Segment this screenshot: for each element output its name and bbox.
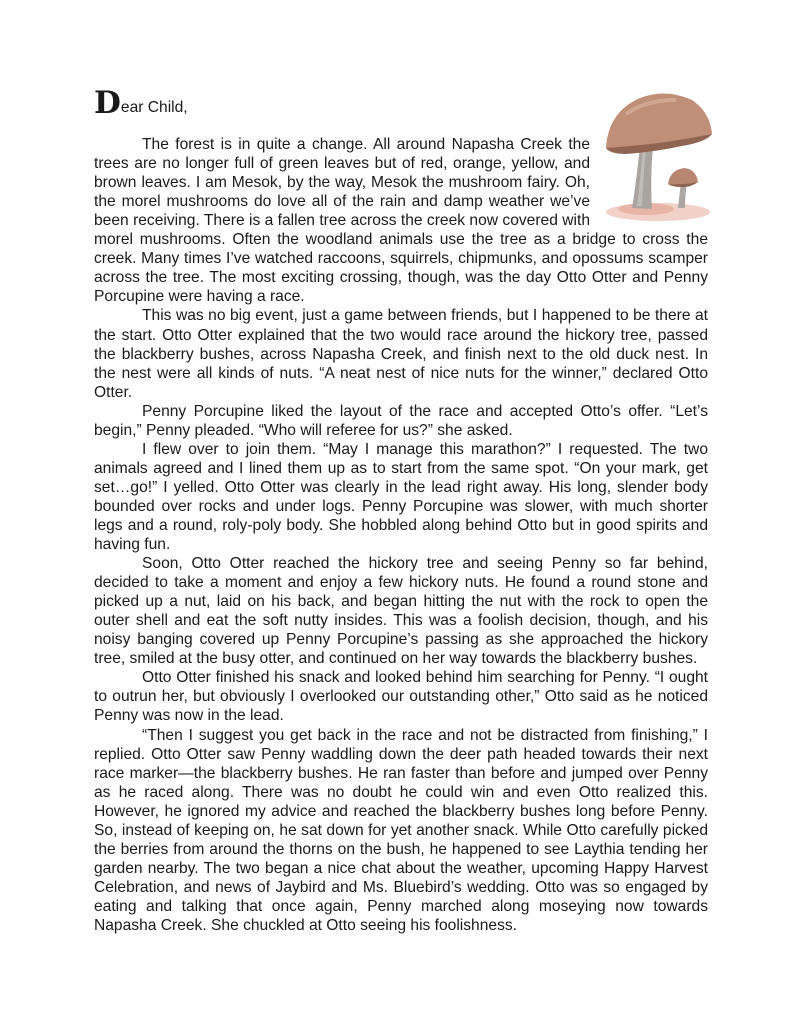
salutation-text: ear Child, (120, 99, 188, 116)
paragraph-4: I flew over to join them. “May I manage this marathon?” I requested. The two animals agreed and I lined them up as to start from the same spot. “On your mark, get set…go!” I yelled. Otto Otter was clearly in the lead right away. His long, slender body bounded over rocks and under logs. Penny Porcupine was slower, with much shorter legs and a round, roly-poly body. She hobbled along behind Otto but in good spirits and having fun. (94, 440, 708, 554)
letter-body (94, 85, 708, 935)
paragraph-7: “Then I suggest you get back in the race and not be distracted from finishing,” I replied. Otto Otter saw Penny waddling down the deer path headed towards their next race marker—the blackberry bushes. He ran faster than before and jumped over Penny as he raced along. There was no doubt he could win and even Otto realized this. However, he ignored my advice and reached the blackberry bushes long before Penny. So, instead of keeping on, he sat down for yet another snack. While Otto carefully picked the berries from around the thorns on the bush, he happened to see Laythia tending her garden nearby. The two began a nice chat about the weather, upcoming Happy Harvest Celebration, and news of Jaybird and Ms. Bluebird’s wedding. Otto was so engaged by eating and talking that once again, Penny marched along moseying now towards Napasha Creek. She chuckled at Otto seeing his foolishness. (94, 726, 708, 934)
paragraph-1: The forest is in quite a change. All around Napasha Creek the trees are no longer full of green leaves but of red, orange, yellow, and brown leaves. I am Mesok, by the way, Mesok the mushroom fairy. Oh, the morel mushrooms do love all of the rain and damp weather we’ve been receiving. There is a fallen tree across the creek now covered with morel mushrooms. Often the woodland animals use the tree as a bridge to cross the creek. Many times I’ve watched raccoons, squirrels, chipmunks, and opossums scamper across the tree. The most exciting crossing, though, was the day Otto Otter and Penny Porcupine were having a race. (94, 136, 708, 306)
paragraph-3: Penny Porcupine liked the layout of the race and accepted Otto’s offer. “Let’s begin,” Penny pleaded. “Who will referee for us?” she asked. (94, 402, 708, 439)
salutation-drop-cap: D (94, 85, 121, 121)
mushroom-drawing (596, 84, 722, 224)
mushroom-illustration-icon (596, 84, 722, 224)
paragraph-2: This was no big event, just a game between friends, but I happened to be there at the start. Otto Otter explained that the two would race around the hickory tree, passed the blackberry bushes, across Napasha Creek, and finish next to the old duck nest. In the nest were all kinds of nuts. “A neat nest of nice nuts for the winner,” declared Otto Otter. (94, 307, 708, 401)
paragraph-5: Soon, Otto Otter reached the hickory tree and seeing Penny so far behind, decided to take a moment and enjoy a few hickory nuts. He found a round stone and picked up a nut, laid on his back, and began hitting the nut with the rock to open the outer shell and eat the soft nutty insides. This was a foolish decision, though, and his noisy banging covered up Penny Porcupine’s passing as she approached the hickory tree, smiled at the busy otter, and continued on her way towards the blackberry bushes. (94, 555, 708, 668)
paragraph-6: Otto Otter finished his snack and looked behind him searching for Penny. “I ought to outrun her, but obviously I overlooked our outstanding other,” Otto said as he noticed Penny was now in the lead. (94, 669, 708, 725)
